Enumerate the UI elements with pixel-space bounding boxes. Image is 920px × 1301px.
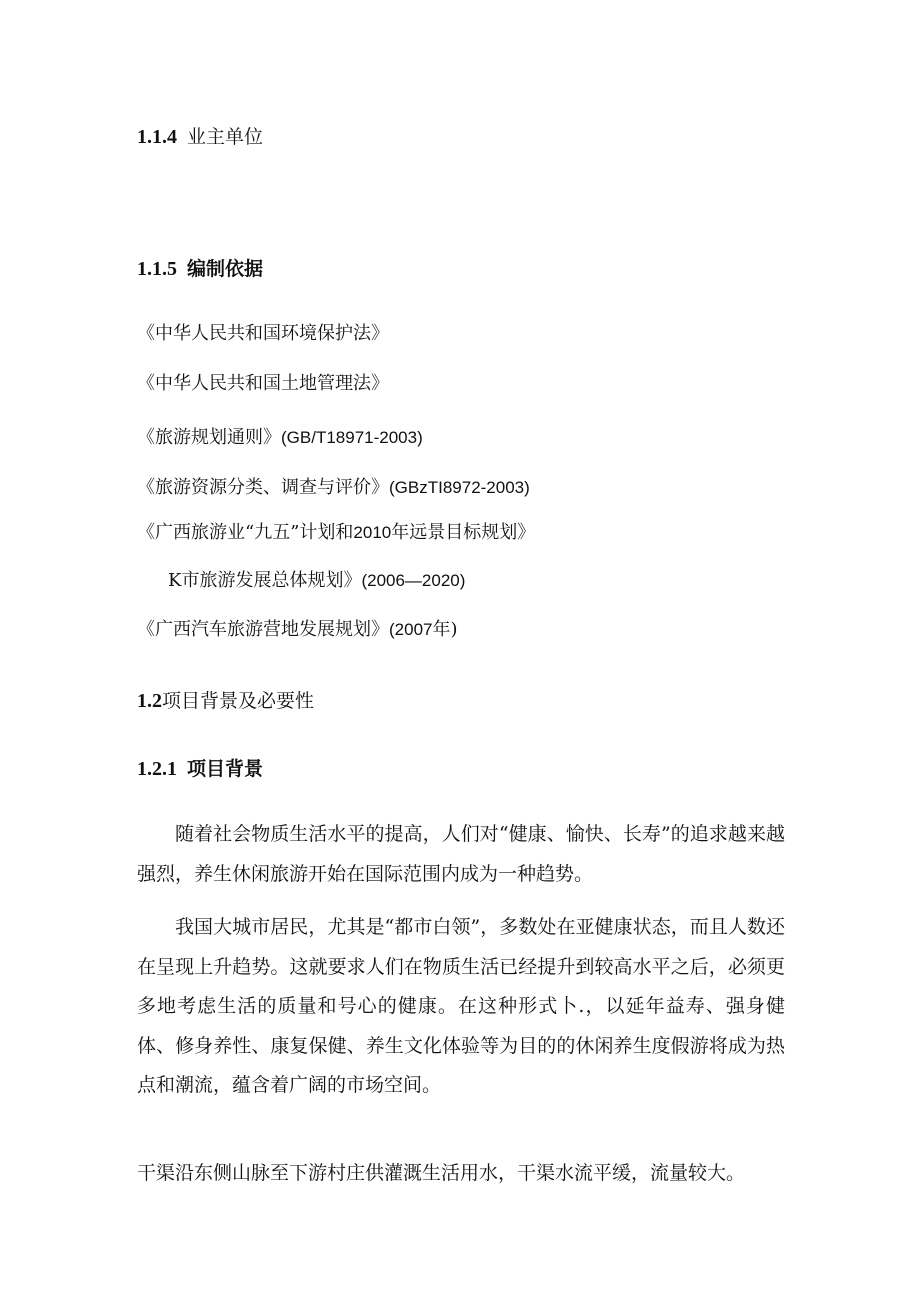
reference-tail: 年) (432, 619, 458, 640)
reference-item (137, 426, 423, 450)
reference-item (137, 322, 389, 346)
section-number: 1.2 (137, 690, 162, 712)
body-paragraph: 随着社会物质生活水平的提高，人们对“健康、愉快、长寿”的追求越来越强烈，养生休闲旅游开始在国际范围内成为一种趋势。 (137, 823, 785, 885)
reference-item (137, 618, 458, 642)
body-line: 干渠沿东侧山脉至下游村庄供灌溉生活用水，干渠水流平缓，流量较大。 (137, 1162, 746, 1184)
reference-title: 《中华人民共和国土地管理法》 (137, 373, 389, 394)
reference-title: 《旅游资源分类、调查与评价》 (137, 477, 389, 498)
section-title: 项目背景 (187, 758, 264, 780)
reference-tail: 年远景目标规划》 (391, 522, 536, 543)
reference-title: K市旅游发展总体规划》 (168, 570, 362, 591)
section-heading-1-1-4 (137, 125, 263, 149)
reference-code: (GBzTI8972-2003) (389, 478, 530, 497)
reference-item (137, 521, 535, 545)
reference-title: 《中华人民共和国环境保护法》 (137, 323, 389, 344)
reference-code: (2006—2020) (361, 571, 466, 590)
reference-code: 2010 (353, 523, 392, 542)
section-number: 1.1.4 (137, 126, 177, 148)
reference-title: 《广西汽车旅游营地发展规划》 (137, 619, 389, 640)
section-title: 项目背景及必要性 (162, 690, 315, 712)
reference-title: 《旅游规划通则》 (137, 427, 281, 448)
reference-item (168, 569, 465, 593)
section-number: 1.1.5 (137, 258, 177, 280)
section-heading-1-2 (137, 689, 314, 713)
reference-title: 《广西旅游业“九五”计划和 (137, 522, 354, 543)
section-heading-1-2-1 (137, 757, 263, 781)
reference-code: (GB/T18971-2003) (281, 428, 423, 447)
reference-item (137, 372, 389, 396)
reference-item (137, 476, 530, 500)
section-title: 编制依据 (187, 258, 264, 280)
section-title: 业主单位 (187, 126, 264, 148)
body-paragraph: 我国大城市居民，尤其是“都市白领”，多数处在亚健康状态，而且人数还在呈现上升趋势。这就要求人们在物质生活已经提升到较高水平之后，必须更多地考虑生活的质量和号心的健康。在这种形式卜.，以延年益寿、强身健体、修身养性、康复保健、养生文化体验等为目的的休闲养生度假游将成为热点和潮流，蕴含着广阔的市场空间。 (137, 916, 785, 1096)
section-number: 1.2.1 (137, 758, 177, 780)
section-heading-1-1-5 (137, 257, 263, 281)
reference-code: (2007 (389, 620, 433, 639)
